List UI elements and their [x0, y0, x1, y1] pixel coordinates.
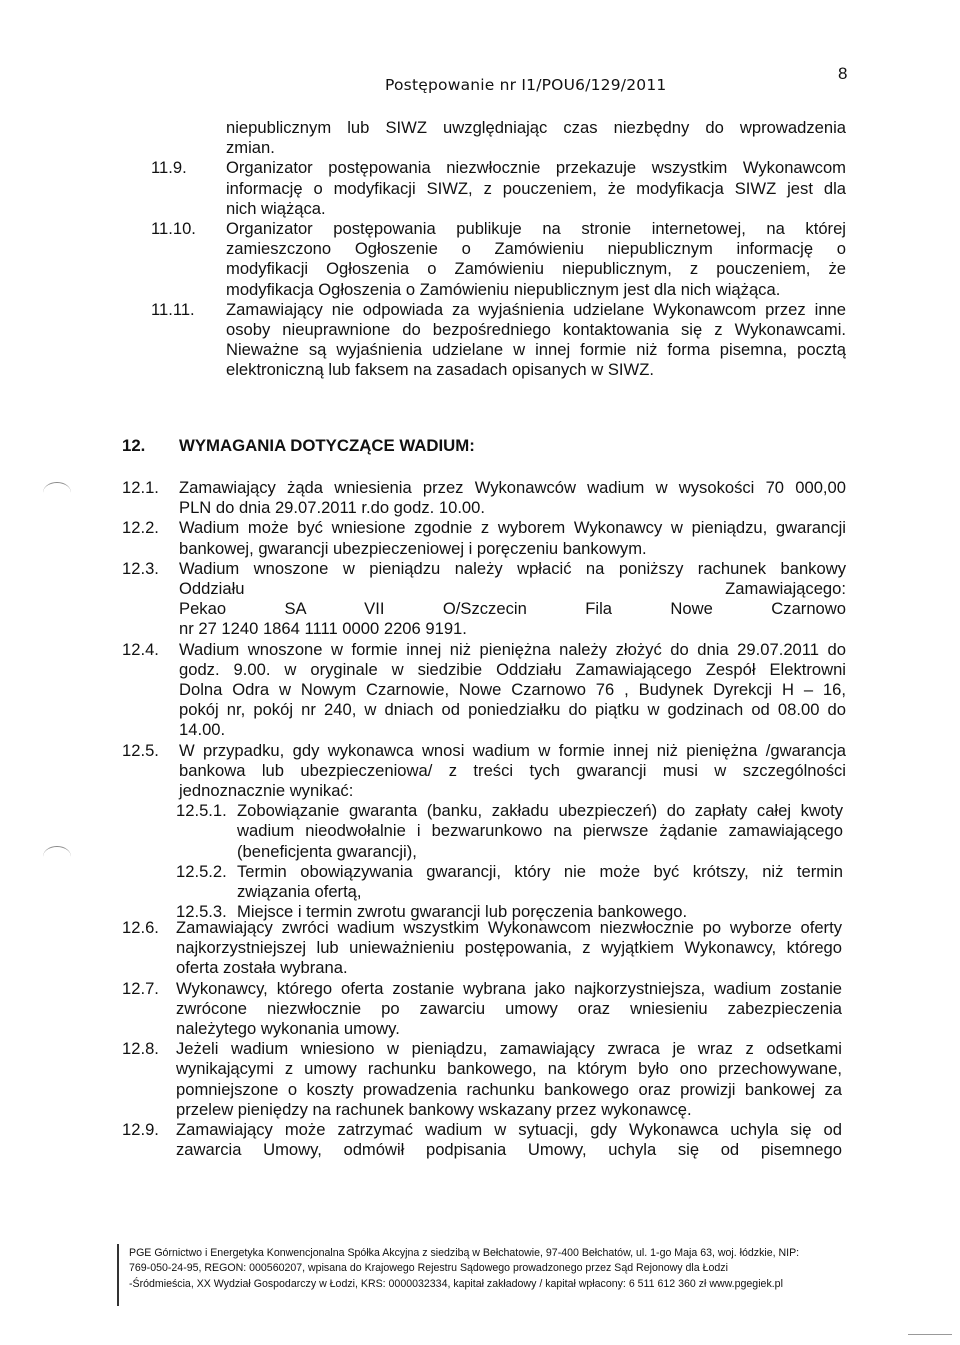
section-title: WYMAGANIA DOTYCZĄCE WADIUM:: [179, 436, 475, 455]
item-text-line: Miejsce i termin zwrotu gwarancji lub poręczenia bankowego.: [237, 902, 688, 922]
footer-line: -Śródmieścia, XX Wydział Gospodarczy w Łodzi, KRS: 0000032334, kapitał zakładowy / kapitał wpłacony: 6 511 612 360 zł www.pgegiek.pl: [129, 1277, 783, 1290]
item-text-line: wadium nieodwołalnie i bezwarunkowo na pierwsze żądanie zamawiającego: [237, 821, 843, 841]
company-footer: [129, 1246, 845, 1292]
item-text-line: godz. 9.00. w oryginale w siedzibie Oddziału Zamawiającego Zespół Elektrowni: [179, 659, 846, 679]
page-number: 8: [838, 64, 848, 83]
item-text-line: Termin obowiązywania gwarancji, który nie może być krótszy, niż termin: [237, 861, 843, 881]
item-text-line: Zamawiający może zatrzymać wadium w sytuacji, gdy Wykonawca uchyla się od: [176, 1120, 842, 1139]
item-text-line: bankowej, gwarancji ubezpieczeniowej i poręczeniu bankowym.: [179, 538, 647, 558]
item-number: 12.8.: [122, 1039, 159, 1059]
item-text-line: zawarcia Umowy, odmówił podpisania Umowy, uchyla się od pisemnego: [176, 1140, 842, 1160]
document-header: Postępowanie nr I1/POU6/129/2011: [385, 76, 667, 94]
item-text-line: pokój nr, pokój nr 240, w dniach od poniedziałku do piątku w godzinach od 08.00 do: [179, 700, 846, 720]
item-text-line: Oddziału Zamawiającego:: [179, 579, 846, 598]
item-text-line: jednoznacznie wynikać:: [179, 781, 354, 800]
item-text-line: najkorzystniejszej lub unieważnieniu postępowania, z wyjątkiem Wykonawcy, którego: [176, 938, 842, 958]
item-text-line: zamieszczono Ogłoszenie o Zamówieniu niepublicznym informację o: [226, 239, 846, 259]
item-text-line: Organizator postępowania niezwłocznie przekazuje wszystkim Wykonawcom: [226, 158, 846, 178]
item-text-line: Nieważne są wyjaśnienia udzielane w innej formie niż forma pisemna, pocztą: [226, 340, 846, 360]
item-text-line: Wadium może być wniesione zgodnie z wyborem Wykonawcy w pieniądzu, gwarancji: [179, 518, 846, 538]
item-number: 12.5.3.: [176, 902, 227, 922]
item-text-line: Wadium wnoszone w formie innej niż pieniężna należy złożyć do dnia 29.07.2011 do: [179, 639, 846, 659]
item-number: 12.3.: [122, 558, 159, 578]
item-text-line: oferta została wybrana.: [176, 958, 348, 978]
item-text-line: należytego wykonania umowy.: [176, 1019, 400, 1038]
item-text-line: informację o modyfikacji SIWZ, z pouczeniem, że modyfikacja SIWZ jest dla: [226, 178, 846, 198]
item-number: 12.5.1.: [176, 801, 227, 821]
item-text-line: Zamawiający żąda wniesienia przez Wykonawców wadium w wysokości 70 000,00: [179, 478, 846, 497]
item-text-line: modyfikacja Ogłoszenia o Zamówieniu niepublicznym jest dla nich wiążąca.: [226, 279, 781, 299]
item-number: 12.6.: [122, 918, 159, 937]
footer-line: PGE Górnictwo i Energetyka Konwencjonalna Spółka Akcyjna z siedzibą w Bełchatowie, 97-400 Bełchatów, ul. 1-go Maja 63, woj. łódzkie, NIP:: [129, 1247, 800, 1259]
item-text-line: pomniejszone o koszty prowadzenia rachunku bankowego oraz prowizji bankowej za: [176, 1079, 842, 1099]
corner-rule: [908, 1334, 952, 1335]
item-text-line: Zamawiający zwróci wadium wszystkim Wykonawcom niezwłocznie po wyborze oferty: [176, 918, 842, 937]
item-text-line: PLN do dnia 29.07.2011 r.do godz. 10.00.: [179, 498, 485, 518]
footer-line: 769-050-24-95, REGON: 000560207, wpisana do Krajowego Rejestru Sądowego prowadzonego przez Sąd Rejonowy dla Łodzi: [129, 1262, 728, 1275]
footer-bar: [117, 1244, 119, 1306]
item-text-line: elektroniczną lub faksem na zasadach opisanych w SIWZ.: [226, 360, 654, 380]
item-number: 11.11.: [151, 299, 195, 319]
section-number: 12.: [122, 436, 146, 455]
item-text-line: Organizator postępowania publikuje na stronie internetowej, na której: [226, 219, 846, 238]
item-text-line: Wykonawcy, którego oferta zostanie wybrana jako najkorzystniejsza, wadium zostanie: [176, 978, 842, 998]
item-text-line: nich wiążąca.: [226, 198, 326, 218]
item-number: 12.1.: [122, 478, 159, 497]
item-text-line: bankowa lub ubezpieczeniowa/ z treści tych gwarancji musi w szczególności: [179, 760, 846, 780]
punch-hole-mark: [43, 482, 71, 503]
item-text-line: zmian.: [226, 138, 275, 158]
item-text-line: Wadium wnoszone w pieniądzu należy wpłacić na poniższy rachunek bankowy: [179, 558, 846, 578]
item-number: 12.5.2.: [176, 861, 227, 881]
item-text-line: Zamawiający nie odpowiada za wyjaśnienia udzielane Wykonawcom przez inne: [226, 299, 846, 319]
item-number: 11.10.: [151, 219, 196, 238]
item-text-line: Zobowiązanie gwaranta (banku, zakładu ubezpieczeń) do zapłaty całej kwoty: [237, 801, 843, 821]
item-text-line: (beneficjenta gwarancji),: [237, 841, 417, 861]
item-text-line: Pekao SA VII O/Szczecin Fila Nowe Czarnowo: [179, 599, 846, 619]
item-number: 12.7.: [122, 978, 159, 998]
item-number: 12.9.: [122, 1120, 159, 1139]
item-text-line: osoby nieuprawnione do bezpośredniego kontaktowania się z Wykonawcami.: [226, 320, 846, 339]
item-text-line: niepublicznym lub SIWZ uwzględniając czas niezbędny do wprowadzenia: [226, 118, 846, 137]
item-number: 12.4.: [122, 639, 159, 659]
item-text-line: modyfikacji Ogłoszenia o Zamówieniu niepublicznym, z pouczeniem, że: [226, 259, 846, 279]
item-number: 12.5.: [122, 740, 159, 760]
item-text-line: przelew pieniędzy na rachunek bankowy wskazany przez wykonawcę.: [176, 1099, 692, 1119]
item-text-line: wynikającymi z umowy rachunku bankowego, na którym było ono przechowywane,: [176, 1059, 842, 1079]
item-text-line: Jeżeli wadium wniesiono w pieniądzu, zamawiający zwraca je wraz z odsetkami: [176, 1039, 842, 1059]
item-text-line: związania ofertą,: [237, 882, 362, 901]
item-number: 11.9.: [151, 158, 187, 178]
item-text-line: zwrócone niezwłocznie po zawarciu umowy oraz wniesieniu zabezpieczenia: [176, 998, 842, 1018]
item-text-line: nr 27 1240 1864 1111 0000 2206 9191.: [179, 619, 467, 639]
punch-hole-mark: [43, 846, 71, 867]
item-text-line: 14.00.: [179, 720, 226, 740]
item-text-line: Dolna Odra w Nowym Czarnowie, Nowe Czarnowo 76 , Budynek Dyrekcji H – 16,: [179, 680, 846, 699]
item-text-line: W przypadku, gdy wykonawca wnosi wadium w formie innej niż pieniężna /gwarancja: [179, 740, 846, 760]
item-number: 12.2.: [122, 518, 159, 538]
